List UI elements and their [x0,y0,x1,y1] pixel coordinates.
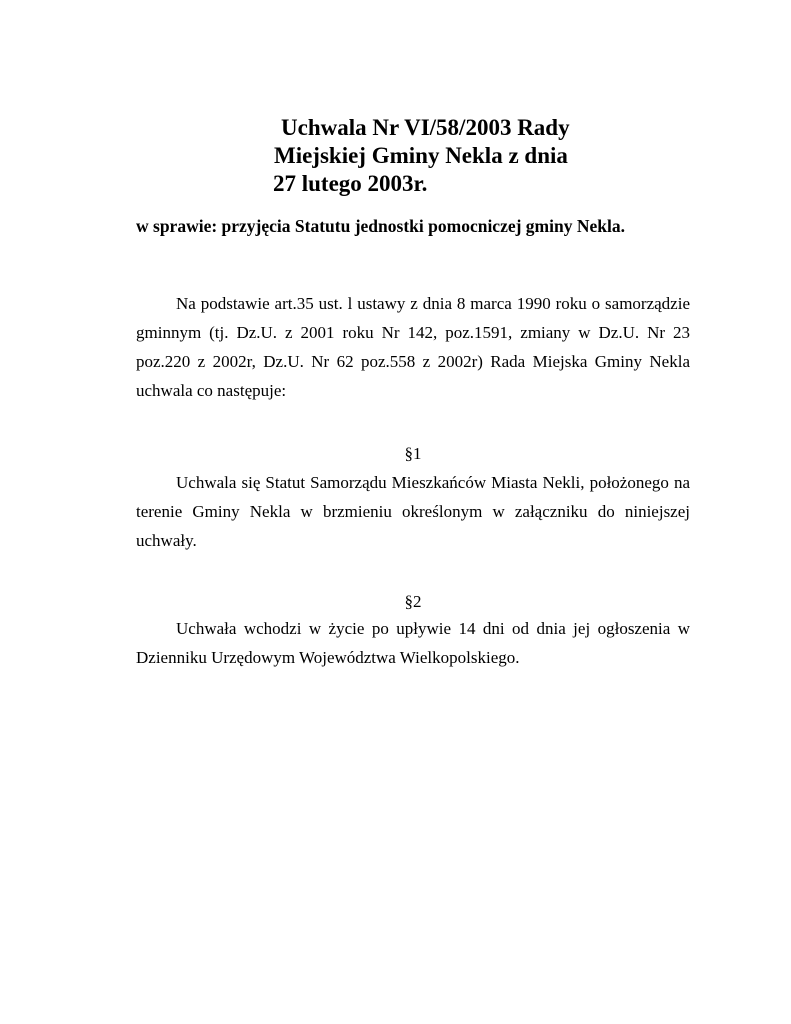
intro-paragraph [136,289,690,405]
section-2-paragraph [136,614,690,672]
intro-text: Na podstawie art.35 ust. l ustawy z dnia 8 marca 1990 roku o samorządzie gminnym (tj. Dz.U. z 2001 roku Nr 142, poz.1591, zmiany w Dz.U. Nr 23 poz.220 z 2002r, Dz.U. Nr 62 poz.558 z 2002r) Rada Miejska Gminy Nekla uchwala co następuje: [136,294,690,400]
document-subject: w sprawie: przyjęcia Statutu jednostki pomocniczej gminy Nekla. [136,216,625,236]
section-1-paragraph [136,468,690,555]
section-1-text: Uchwala się Statut Samorządu Mieszkańców Miasta Nekli, położonego na terenie Gminy Nekla w brzmieniu określonym w załączniku do niniejszej uchwały. [136,473,690,550]
title-line-1: Uchwala Nr VI/58/2003 Rady [281,115,570,140]
section-1-symbol: §1 [404,444,422,463]
section-2-symbol: §2 [404,592,422,611]
section-2-text: Uchwała wchodzi w życie po upływie 14 dni od dnia jej ogłoszenia w Dzienniku Urzędowym Województwa Wielkopolskiego. [136,619,690,667]
title-line-3: 27 lutego 2003r. [273,171,428,196]
title-line-2: Miejskiej Gminy Nekla z dnia [274,143,568,168]
